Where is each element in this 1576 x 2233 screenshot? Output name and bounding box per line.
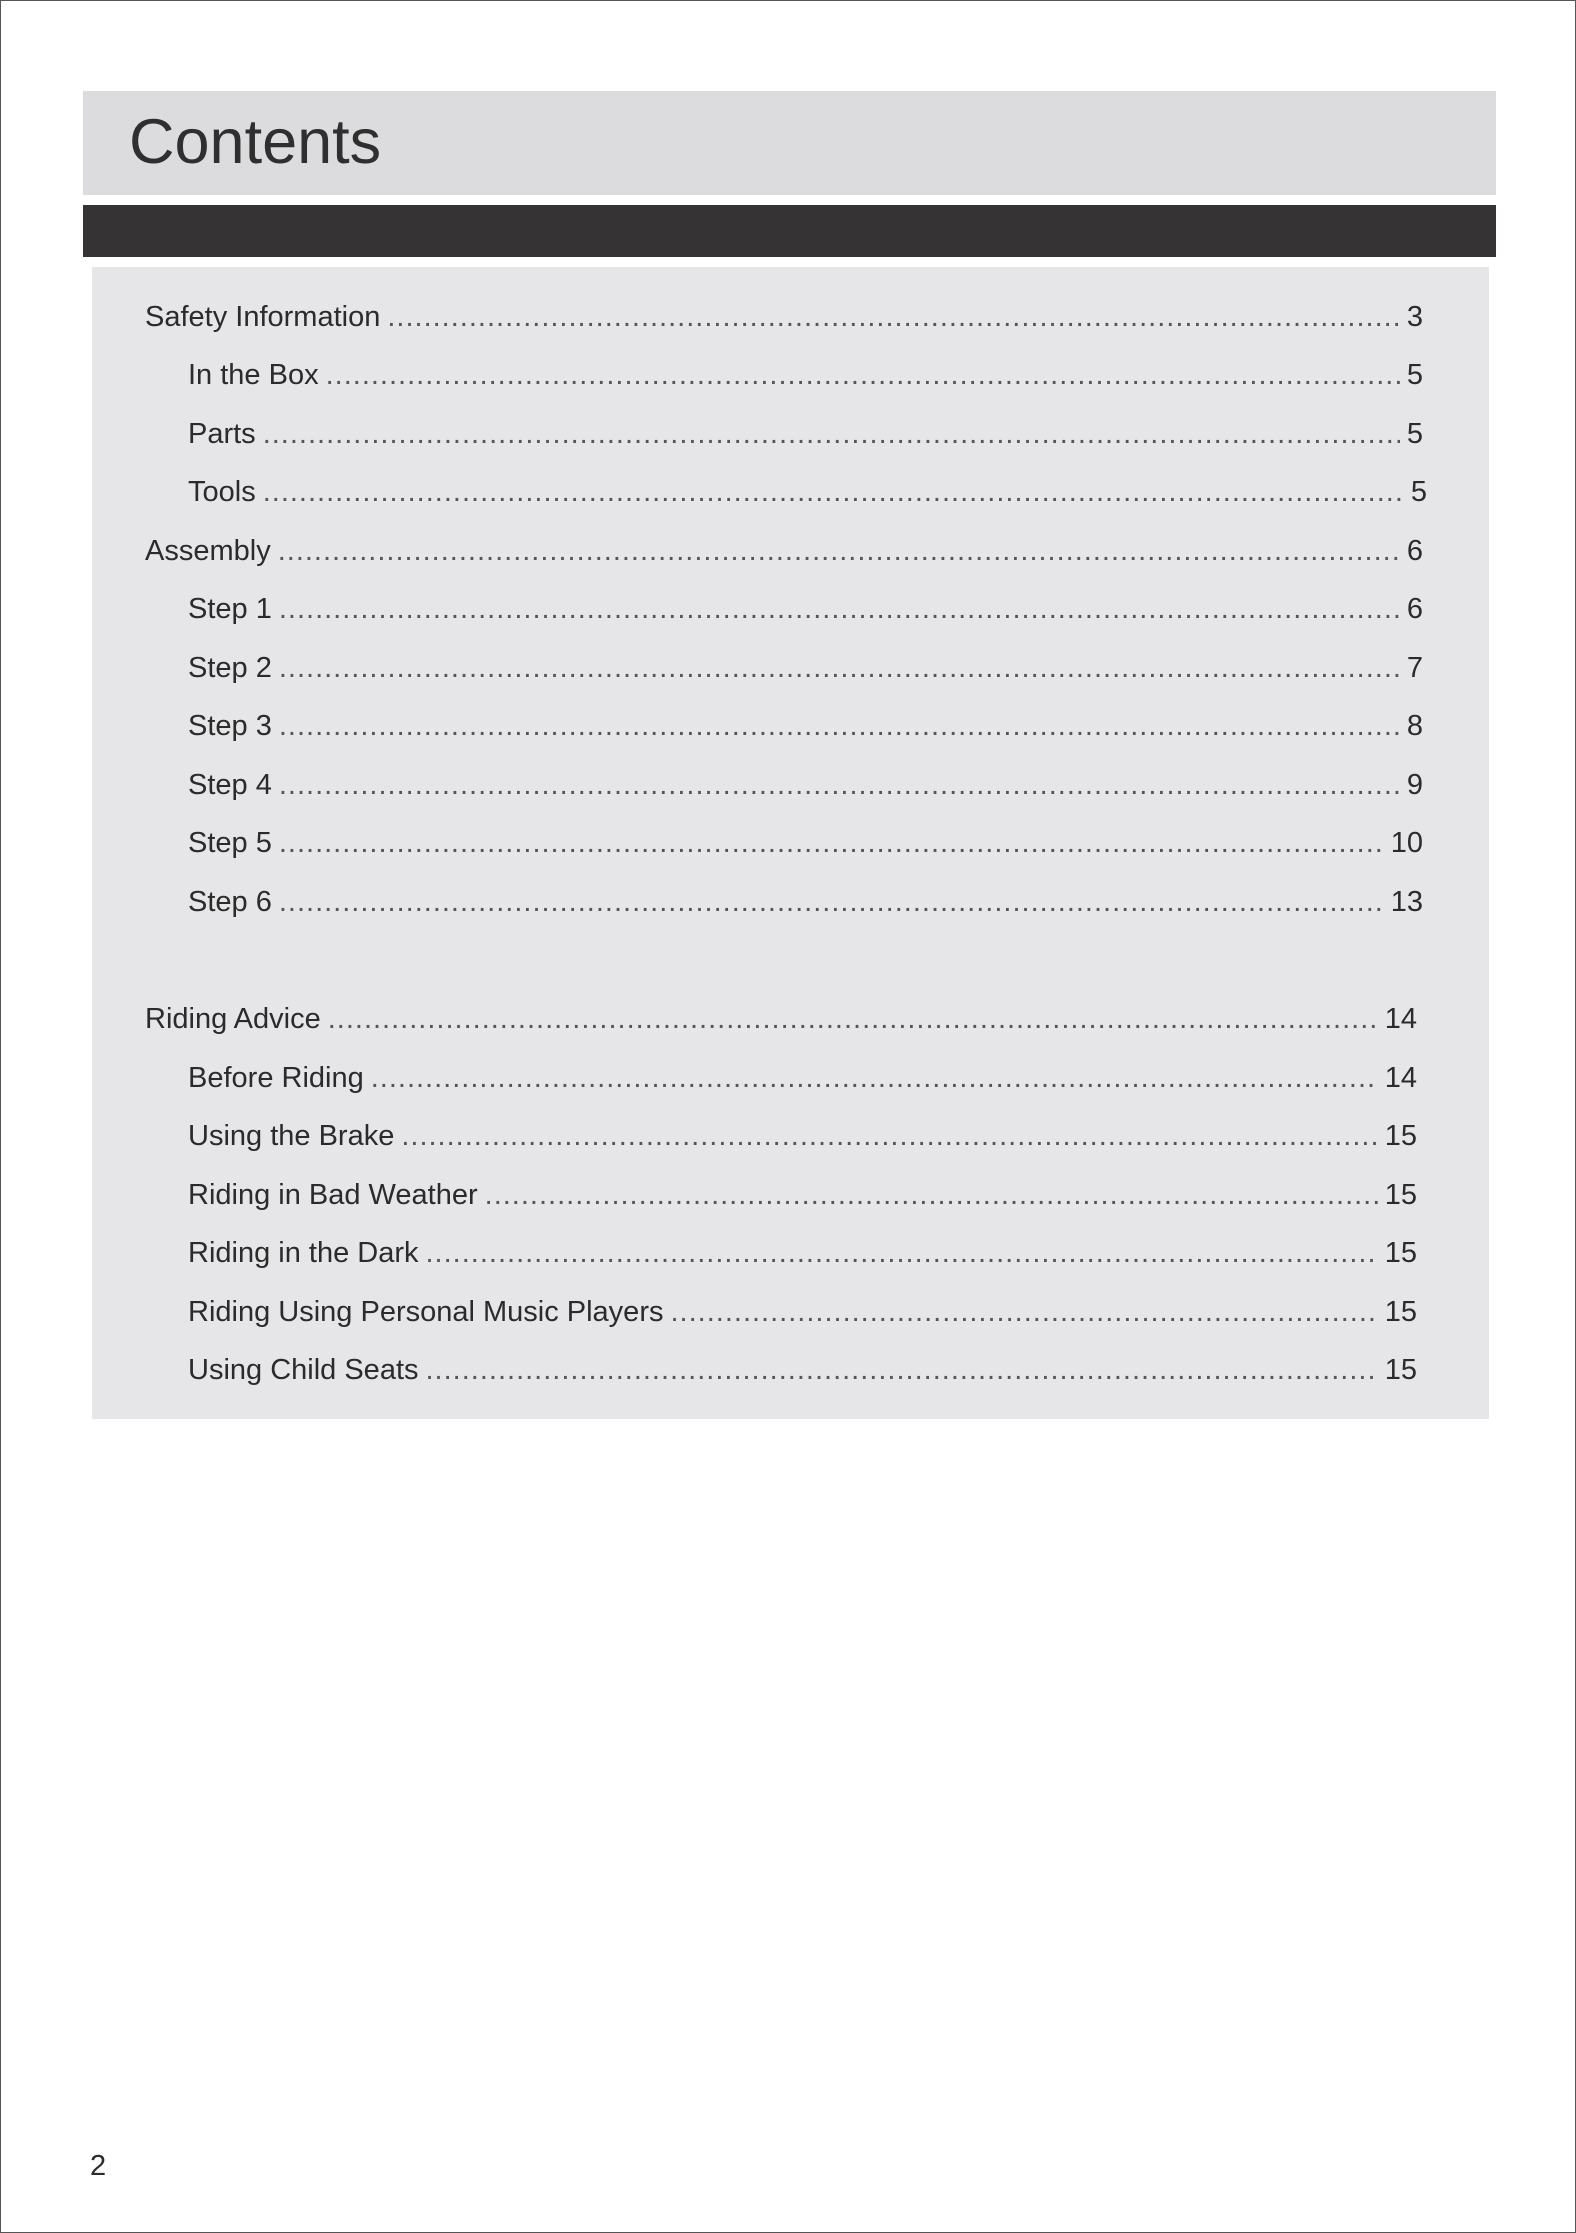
toc-dot-leader [371, 1060, 1378, 1096]
toc-entry[interactable] [188, 1177, 1417, 1213]
toc-dot-leader [279, 767, 1400, 803]
toc-entry-label: Assembly [145, 535, 271, 567]
header-divider-bar [83, 205, 1496, 257]
toc-entry-page: 5 [1406, 418, 1423, 450]
toc-entry[interactable] [188, 650, 1423, 686]
toc-entry-label: Step 1 [188, 593, 272, 625]
toc-entry-page: 15 [1384, 1179, 1417, 1211]
toc-entry-page: 15 [1384, 1296, 1417, 1328]
toc-entry-page: 6 [1406, 535, 1423, 567]
toc-entry-label: Riding in the Dark [188, 1237, 419, 1269]
toc-dot-leader [485, 1177, 1378, 1213]
toc-dot-leader [328, 1001, 1378, 1037]
toc-dot-leader [387, 299, 1400, 335]
toc-entry[interactable] [188, 767, 1423, 803]
toc-entry-label: In the Box [188, 359, 319, 391]
toc-dot-leader [426, 1235, 1378, 1271]
toc-entry[interactable] [188, 1294, 1417, 1330]
toc-entry[interactable] [188, 884, 1423, 920]
toc-dot-leader [279, 650, 1400, 686]
toc-entry-page: 6 [1406, 593, 1423, 625]
toc-entry[interactable] [188, 591, 1423, 627]
toc-dot-leader [279, 708, 1400, 744]
table-of-contents [92, 267, 1489, 1419]
toc-entry-page: 15 [1384, 1354, 1417, 1386]
toc-entry-label: Riding Advice [145, 1003, 321, 1035]
toc-entry[interactable] [188, 357, 1423, 393]
toc-dot-leader [263, 474, 1404, 510]
toc-entry-page: 5 [1406, 359, 1423, 391]
toc-entry-label: Riding in Bad Weather [188, 1179, 478, 1211]
toc-entry-label: Before Riding [188, 1062, 364, 1094]
toc-entry-page: 8 [1406, 710, 1423, 742]
toc-entry-label: Using the Brake [188, 1120, 395, 1152]
toc-entry-page: 10 [1390, 827, 1423, 859]
toc-entry-page: 9 [1406, 769, 1423, 801]
toc-entry[interactable] [188, 474, 1427, 510]
toc-dot-leader [278, 533, 1400, 569]
toc-entry[interactable] [188, 708, 1423, 744]
toc-entry[interactable] [145, 299, 1423, 335]
toc-entry-label: Tools [188, 476, 256, 508]
toc-entry-label: Parts [188, 418, 256, 450]
toc-entry-label: Step 3 [188, 710, 272, 742]
toc-entry-label: Safety Information [145, 301, 381, 333]
toc-entry-label: Step 2 [188, 652, 272, 684]
toc-dot-leader [279, 884, 1384, 920]
toc-dot-leader [670, 1294, 1377, 1330]
toc-entry[interactable] [188, 1352, 1417, 1388]
toc-entry[interactable] [145, 533, 1423, 569]
toc-entry-page: 15 [1384, 1120, 1417, 1152]
toc-entry-page: 5 [1410, 476, 1427, 508]
toc-entry[interactable] [188, 1235, 1417, 1271]
toc-entry[interactable] [188, 825, 1423, 861]
toc-entry-page: 15 [1384, 1237, 1417, 1269]
toc-entry[interactable] [188, 1118, 1417, 1154]
toc-dot-leader [326, 357, 1400, 393]
toc-entry-page: 3 [1406, 301, 1423, 333]
toc-entry-label: Step 6 [188, 886, 272, 918]
toc-entry-label: Using Child Seats [188, 1354, 419, 1386]
toc-dot-leader [279, 591, 1400, 627]
toc-entry-page: 14 [1384, 1003, 1417, 1035]
toc-entry-label: Step 5 [188, 827, 272, 859]
toc-entry[interactable] [188, 416, 1423, 452]
toc-dot-leader [426, 1352, 1378, 1388]
toc-entry-label: Step 4 [188, 769, 272, 801]
toc-entry-label: Riding Using Personal Music Players [188, 1296, 664, 1328]
toc-dot-leader [279, 825, 1384, 861]
toc-entry[interactable] [145, 1001, 1417, 1037]
toc-entry-page: 14 [1384, 1062, 1417, 1094]
page-title: Contents [129, 107, 382, 177]
toc-entry-page: 7 [1406, 652, 1423, 684]
toc-entry-page: 13 [1390, 886, 1423, 918]
page-number: 2 [90, 2150, 107, 2182]
toc-dot-leader [263, 416, 1400, 452]
toc-entry[interactable] [188, 1060, 1417, 1096]
title-band [83, 91, 1496, 195]
toc-dot-leader [401, 1118, 1377, 1154]
